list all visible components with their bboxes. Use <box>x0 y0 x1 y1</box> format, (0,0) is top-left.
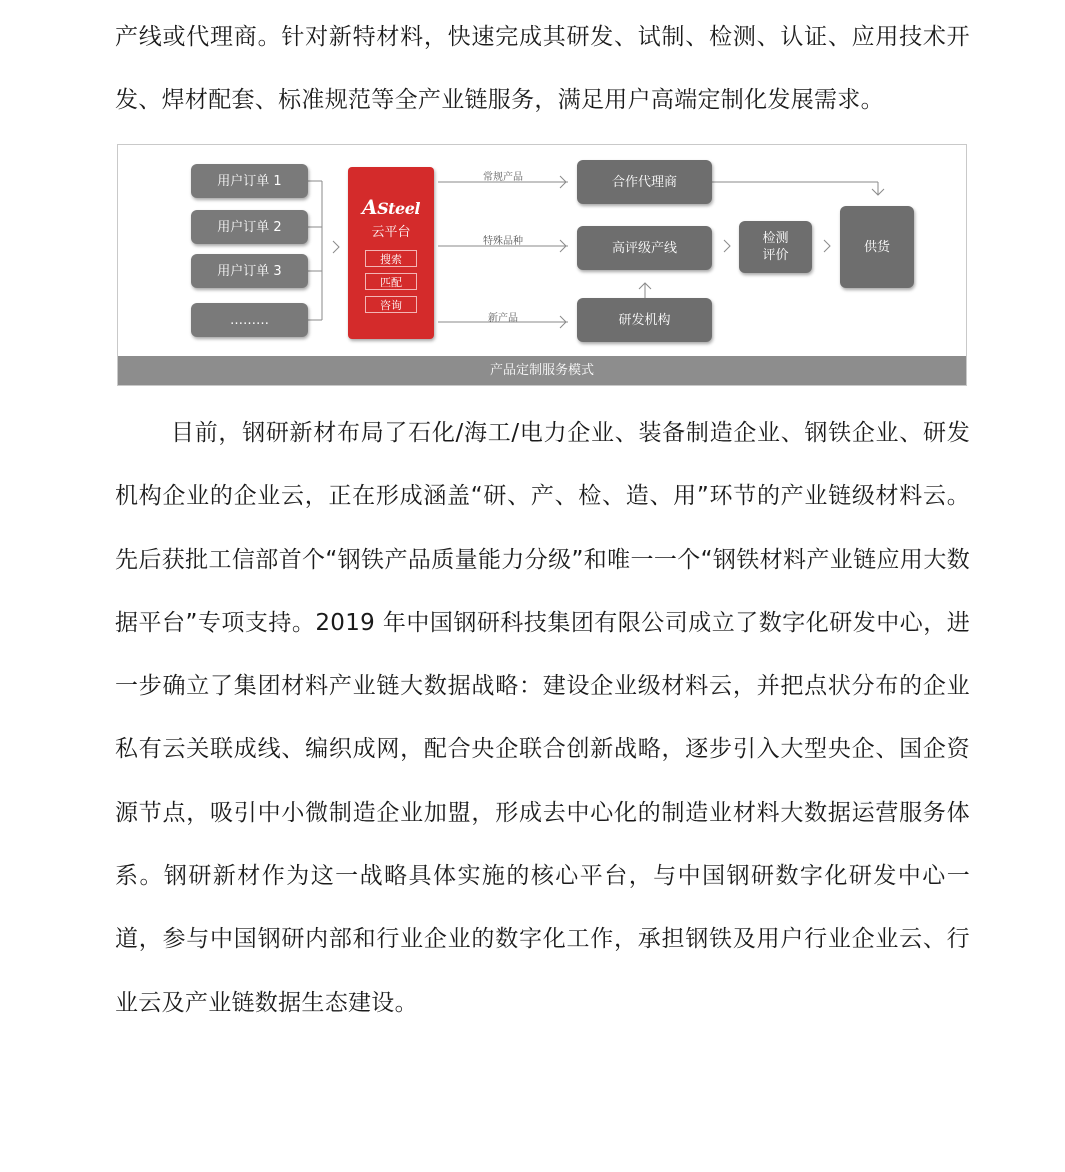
high-rating-line-box: 高评级产线 <box>577 226 712 270</box>
asteel-logo: ASteel <box>362 195 420 219</box>
supply-box: 供货 <box>840 206 914 288</box>
platform-label: 云平台 <box>371 225 411 240</box>
paragraph-2: 目前，钢研新材布局了石化/海工/电力企业、装备制造企业、钢铁企业、研发机构企业的企业云，正在形成涵盖“研、产、检、造、用”环节的产业链级材料云。先后获批工信部首个“钢铁产品质量能力分级”和唯一一个“钢铁材料产业链应用大数据平台”专项支持。2019 年中国钢研科技集团有限公司成立了数字化研发中心，进一步确立了集团材料产业链大数据战略：建设企业级材料云，并把点状分布的企业私有云关联成线、编织成网，配合央企联合创新战略，逐步引入大型央企、国企资源节点，吸引中小微制造企业加盟，形成去中心化的制造业材料大数据运营服务体系。钢研新材作为这一战略具体实施的核心平台，与中国钢研数字化研发中心一道，参与中国钢研内部和行业企业的数字化工作，承担钢铁及用户行业企业云、行业云及产业链数据生态建设。 <box>115 420 970 1016</box>
order-box-2: 用户订单 2 <box>191 210 308 244</box>
match-tag: 匹配 <box>365 273 417 290</box>
test-label: 检测 <box>762 231 789 246</box>
consult-tag: 咨询 <box>365 296 417 313</box>
flow-label-regular: 常规产品 <box>483 172 523 183</box>
flow-label-special: 特殊品种 <box>483 236 523 247</box>
order-box-more: ……… <box>191 303 308 337</box>
cloud-platform-box <box>348 167 434 339</box>
flow-label-new: 新产品 <box>488 313 518 324</box>
rd-institution-box: 研发机构 <box>577 298 712 342</box>
evaluate-label: 评价 <box>762 248 789 263</box>
order-box-1: 用户订单 1 <box>191 164 308 198</box>
test-evaluate-box <box>739 221 812 273</box>
paragraph-1: 产线或代理商。针对新特材料，快速完成其研发、试制、检测、认证、应用技术开发、焊材配套、标准规范等全产业链服务，满足用户高端定制化发展需求。 <box>115 24 970 114</box>
service-mode-diagram <box>117 144 967 386</box>
partner-agent-box: 合作代理商 <box>577 160 712 204</box>
search-tag: 搜索 <box>365 250 417 267</box>
order-box-3: 用户订单 3 <box>191 254 308 288</box>
diagram-caption: 产品定制服务模式 <box>118 356 966 385</box>
